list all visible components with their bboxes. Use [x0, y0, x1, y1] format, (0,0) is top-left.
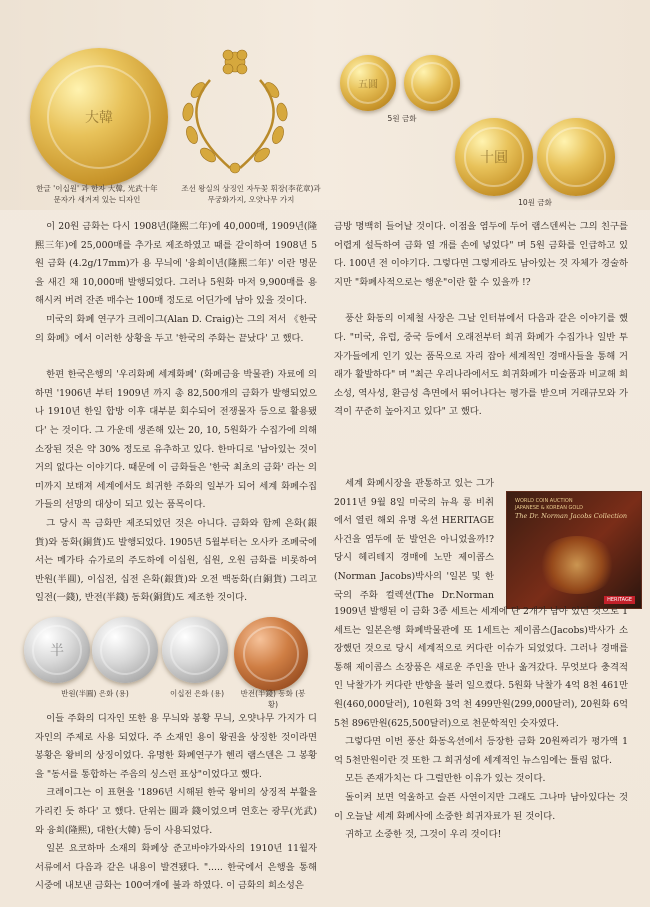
paragraph: 이들 주화의 디자인 또한 용 무늬와 봉황 무늬, 오얏나무 가지가 디자인의 주제로 사용 되었다. 주 소재인 용이 왕권을 상징한 것이라면 봉황은 왕비의 상징이었다. 유명한 화폐연구가 헨리 램스덴은 그 봉황을 "동서를 통합하는 주음의 싱스런 표상"이었다고 했다.: [35, 713, 317, 780]
paragraph: 한편 한국은행의 '우리화폐 세계화폐' (화폐금융 박물관) 자료에 의하면 '1906년 부터 1909년 까지 총 82,500개의 금화가 발행되었으나 1910년 한일 합방 이후 대부분 회수되어 전쟁물자 등으로 활용됐다' 는 것이다. 그 가운데 생존해 있는 20, 10, 5원화가 수집가에 의해 소장된 것은 약 30% 정도로 유추하고 있다. 한마디로 '남아있는 것이 거의 없다는 이야기다. 때문에 이 금화들은 '한국 최초의 금화' 라는 의미까지 보태져 세계에서도 희귀한 주화의 일부가 되어 세계 화폐수집가들의 선망의 대상이 되고 있는 품목이다.: [35, 369, 317, 511]
paragraph: 일본 요코하마 소재의 화폐상 준고바야가와사의 1910년 11월자 서류에서 다음과 같은 내용이 발견됐다. "..... 한국에서 은행을 통해 시중에 내보낸 금화는 100여개에 불과 하였다. 이 금화의 희소성은: [35, 843, 317, 892]
paragraph: 모든 존재가치는 다 그럴만한 이유가 있는 것이다.: [345, 773, 546, 785]
caption-20won: 한글 '이십원' 과 한자 大韓, 光武十年 문자가 새겨져 있는 디자인: [36, 184, 158, 204]
coin-5won-back-image: [404, 55, 460, 111]
coin-banwon-front-image: 半: [24, 617, 90, 683]
paragraph: 세계 화폐시장을 관통하고 있는 그가 2011년 9월 8일 미국의 뉴욕 롱 비취에서 열린 해외 유명 옥션 HERITAGE 사건을 염두에 둔 발언은 아니었을까!? 당시 헤리테지 경매에 노만 제이콥스(Norman Jacobs)박사의 '일본 및 한국의 주화 컬렉션(The Dr.Norman: [334, 478, 494, 601]
coin-banjeon-image: [234, 617, 308, 691]
paragraph: 금방 명백히 들어날 것이다. 이점을 염두에 두어 램스덴씨는 그의 친구를 어렵게 설득하여 금화 열 개를 손에 넣었다" 며 5원 금화를 인급하고 있다. 100년 전 이야기다. 그렇다면 그렇게라도 남아있는 것 자체가 경술하지만 "화폐사적으로는 행운"이란 할 수 있을까 !?: [334, 221, 628, 288]
right-column-middle: [334, 475, 628, 601]
plum-blossom-emblem-image: [170, 40, 300, 180]
coin-10won-back-image: [537, 118, 615, 196]
caption-banjeon: 반전(半錢) 동화 (봉황): [240, 689, 306, 709]
coin-ijeon-image: [162, 617, 228, 683]
coin-20won-image: 大韓: [30, 48, 168, 186]
right-column-upper: [334, 218, 628, 422]
coin-10won-front-image: 十圓: [455, 118, 533, 196]
paragraph: 귀하고 소중한 것, 그것이 우리 것이다!: [345, 829, 502, 841]
paragraph: 이 20원 금화는 다시 1908년(隆熙二年)에 40,000매, 1909년(隆熙三年)에 25,000매를 추가로 제조하였고 때를 같이하여 1908년 5원 금화 (4.2g/17mm)가 용 무늬에 '융희이년(隆熙二年)' 이란 명문을 새긴 채 10,000매 발행되었다. 그러나 5원화 마저 9,900매를 용해시켜 버려 잔존 매수는 100매 정도로 어딘가에 남아 있을 것이다.: [35, 221, 317, 307]
paragraph: 그렇다면 이번 풍산 화동옥션에서 등장한 금화 20원짜리가 평가액 1억 5천만원이란 것 또한 그 희귀성에 세계적인 뉴스임에는 틀림 없다.: [334, 736, 628, 766]
catalog-header: WORLD COIN AUCTION JAPANESE & KOREAN GOLD: [515, 498, 584, 511]
catalog-float-spacer: [494, 491, 628, 601]
left-column-upper: [35, 218, 317, 608]
paragraph: 크레이그는 이 표현을 '1896년 시해된 한국 왕비의 상징적 부활을 가리킨 듯 하다' 고 했다. 단위는 圓과 錢이었으며 연호는 광무(光武)와 융희(隆熙), 대한(大韓) 등이 사용되었다.: [35, 787, 317, 836]
catalog-title: The Dr. Norman Jacobs Collection: [515, 512, 628, 520]
paragraph: 미국의 화폐 연구가 크레이그(Alan D. Craig)는 그의 저서 《한국의 화폐》에서 이러한 상황을 두고 '한국의 주화는 끝났다' 고 했다.: [35, 313, 317, 344]
caption-banwon: 반원(半圓) 은화 (용): [61, 689, 129, 698]
caption-ijeon: 이십전 은화 (용): [169, 689, 225, 698]
heritage-logo: HERITAGE: [604, 596, 635, 604]
paragraph: 풍산 화동의 이제철 사장은 그날 인터뷰에서 다음과 같은 이야기를 했다. "미국, 유럽, 중국 등에서 오래전부터 희귀 화폐가 수집가나 일반 투자가들에게 인기 있는 품목으로 자리 잡아 세계적인 경매사들을 통해 거래가 활발하다" 며 "최근 우리나라에서도 희귀화폐가 미술품과 비교해 희소성, 역사성, 환금성 측면에서 뛰어나다는 평가를 받으며 거래규모와 가격이 꾸준히 높아지고 있다" 고 했다.: [334, 313, 628, 418]
paragraph-continued: 1909년 발행된 이 금화 3종 세트는 세계에 단 2개가 남아 있던 것으로 1세트는 일본은행 화폐박물관에 또 1세트는 제이콥스(Jacobs)박사가 소장했던 것으로 당시 세계적으로 커다란 이슈가 되었었다. 그러나 경매를 통해 제이콥스 소장품은 새로운 주인을 만나 옮겨갔다. 무엇보다 충격적인 낙찰가가 커다란 반향을 불러 일으켰다. 5원화 낙찰가 4억 8천 461만원(460,000달러), 10원화 3억 천 499만원(299,000달러), 20원화 6억 5천 896만원(625,500달러)으로 천문학적인 숫자였다.: [334, 606, 629, 729]
left-column-lower: [35, 710, 317, 896]
caption-5won: 5원 금화: [387, 114, 417, 123]
right-column-lower: [334, 603, 628, 845]
paragraph: 돌이켜 보면 억울하고 슬픈 사연이지만 그래도 그나마 남아있다는 것이 오늘날 세계 화폐사에 소중한 희귀자료가 된 것이다.: [334, 791, 628, 822]
caption-wreath: 조선 왕실의 상징인 자두꽃 휘장(李花章)과 무궁화가지, 오얏나무 가지: [181, 184, 321, 204]
paragraph: 그 당시 꼭 금화만 제조되었던 것은 아니다. 금화와 함께 은화(銀貨)와 동화(銅貨)도 발행되었다. 1905년 5월부터는 오사카 조폐국에서는 메가타 슈가로의 주도하에 이십원, 십원, 오원 금화를 비롯하여 반원(半圓), 이십전, 십전 은화(銀貨)와 오전 백동화(白銅貨) 그리고 일전(一錢), 반전(半錢) 동화(銅貨)도 제조한 것이다.: [35, 517, 317, 604]
coin-5won-front-image: 五圓: [340, 55, 396, 111]
coin-banwon-back-image: [92, 617, 158, 683]
caption-10won: 10원 금화: [518, 198, 552, 207]
